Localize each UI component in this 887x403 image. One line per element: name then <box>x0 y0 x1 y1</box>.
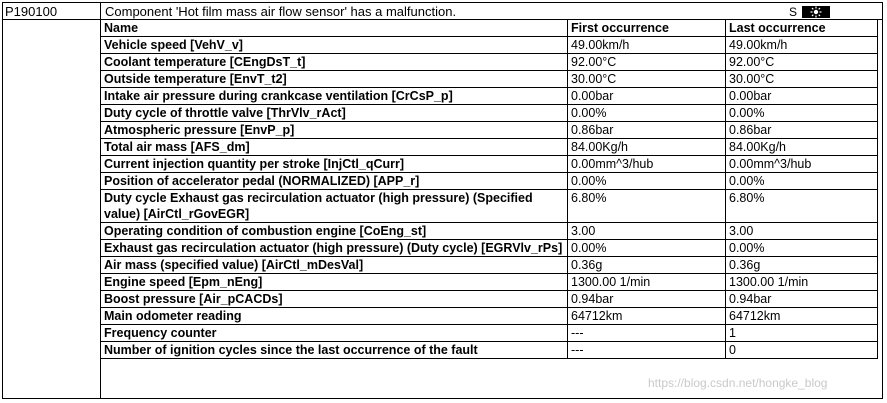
row-first-value: --- <box>568 325 726 342</box>
row-last-value: 0.00% <box>726 105 878 122</box>
sun-icon <box>802 6 830 18</box>
table-row <box>101 173 878 190</box>
row-name: Main odometer reading <box>101 308 568 325</box>
row-first-value: 0.00% <box>568 173 726 190</box>
row-name: Air mass (specified value) [AirCtl_mDesVal] <box>101 257 568 274</box>
column-header-name: Name <box>101 20 568 37</box>
table-row <box>101 105 878 122</box>
row-first-value: 64712km <box>568 308 726 325</box>
row-last-value: 30.00°C <box>726 71 878 88</box>
table-row <box>101 274 878 291</box>
table-row <box>101 88 878 105</box>
row-name: Operating condition of combustion engine [CoEng_st] <box>101 223 568 240</box>
status-letter: S <box>789 5 798 19</box>
row-last-value: 1 <box>726 325 878 342</box>
fault-header-row <box>3 3 882 20</box>
row-last-value: 64712km <box>726 308 878 325</box>
row-name: Outside temperature [EnvT_t2] <box>101 71 568 88</box>
table-row <box>101 223 878 240</box>
table-row <box>101 37 878 54</box>
table-row <box>101 54 878 71</box>
row-last-value: 1300.00 1/min <box>726 274 878 291</box>
row-name: Duty cycle of throttle valve [ThrVlv_rAct] <box>101 105 568 122</box>
row-name: Frequency counter <box>101 325 568 342</box>
table-row <box>101 342 878 359</box>
table-row <box>101 122 878 139</box>
row-name: Number of ignition cycles since the last occurrence of the fault <box>101 342 568 359</box>
fault-status <box>789 5 830 19</box>
row-first-value: 0.86bar <box>568 122 726 139</box>
row-last-value: 0.00bar <box>726 88 878 105</box>
row-first-value: 84.00Kg/h <box>568 139 726 156</box>
row-last-value: 49.00km/h <box>726 37 878 54</box>
row-first-value: 49.00km/h <box>568 37 726 54</box>
row-first-value: 0.94bar <box>568 291 726 308</box>
watermark: https://blog.csdn.net/hongke_blog <box>648 376 828 390</box>
row-name: Current injection quantity per stroke [InjCtl_qCurr] <box>101 156 568 173</box>
row-name: Vehicle speed [VehV_v] <box>101 37 568 54</box>
fault-code: P190100 <box>5 4 58 19</box>
row-last-value: 0.00mm^3/hub <box>726 156 878 173</box>
fault-message: Component 'Hot film mass air flow sensor' has a malfunction. <box>105 4 457 19</box>
row-name: Exhaust gas recirculation actuator (high pressure) (Duty cycle) [EGRVlv_rPs] <box>101 240 568 257</box>
row-first-value: 0.00% <box>568 105 726 122</box>
row-last-value: 84.00Kg/h <box>726 139 878 156</box>
row-name: Total air mass [AFS_dm] <box>101 139 568 156</box>
table-header-row <box>101 20 878 37</box>
row-name: Duty cycle Exhaust gas recirculation actuator (high pressure) (Specified value) [AirCtl_rGovEGR] <box>101 190 568 223</box>
column-header-first-occurrence: First occurrence <box>568 20 726 37</box>
row-first-value: 0.00% <box>568 240 726 257</box>
table-row <box>101 308 878 325</box>
table-row <box>101 190 878 223</box>
table-row <box>101 156 878 173</box>
row-last-value: 0 <box>726 342 878 359</box>
table-row <box>101 291 878 308</box>
row-name: Boost pressure [Air_pCACDs] <box>101 291 568 308</box>
row-name: Coolant temperature [CEngDsT_t] <box>101 54 568 71</box>
table-row <box>101 71 878 88</box>
row-last-value: 92.00°C <box>726 54 878 71</box>
table-row <box>101 257 878 274</box>
row-last-value: 3.00 <box>726 223 878 240</box>
row-last-value: 0.86bar <box>726 122 878 139</box>
table-row <box>101 240 878 257</box>
header-divider <box>100 3 101 19</box>
row-last-value: 0.00% <box>726 173 878 190</box>
table-row <box>101 325 878 342</box>
row-first-value: --- <box>568 342 726 359</box>
row-first-value: 0.00bar <box>568 88 726 105</box>
column-header-last-occurrence: Last occurrence <box>726 20 878 37</box>
row-first-value: 1300.00 1/min <box>568 274 726 291</box>
row-first-value: 0.36g <box>568 257 726 274</box>
row-last-value: 0.36g <box>726 257 878 274</box>
row-first-value: 3.00 <box>568 223 726 240</box>
row-name: Engine speed [Epm_nEng] <box>101 274 568 291</box>
row-last-value: 0.94bar <box>726 291 878 308</box>
row-first-value: 92.00°C <box>568 54 726 71</box>
row-first-value: 30.00°C <box>568 71 726 88</box>
row-name: Atmospheric pressure [EnvP_p] <box>101 122 568 139</box>
table-row <box>101 139 878 156</box>
row-first-value: 6.80% <box>568 190 726 223</box>
row-first-value: 0.00mm^3/hub <box>568 156 726 173</box>
row-last-value: 6.80% <box>726 190 878 223</box>
freeze-frame-table <box>100 19 878 359</box>
row-last-value: 0.00% <box>726 240 878 257</box>
row-name: Position of accelerator pedal (NORMALIZED) [APP_r] <box>101 173 568 190</box>
row-name: Intake air pressure during crankcase ventilation [CrCsP_p] <box>101 88 568 105</box>
